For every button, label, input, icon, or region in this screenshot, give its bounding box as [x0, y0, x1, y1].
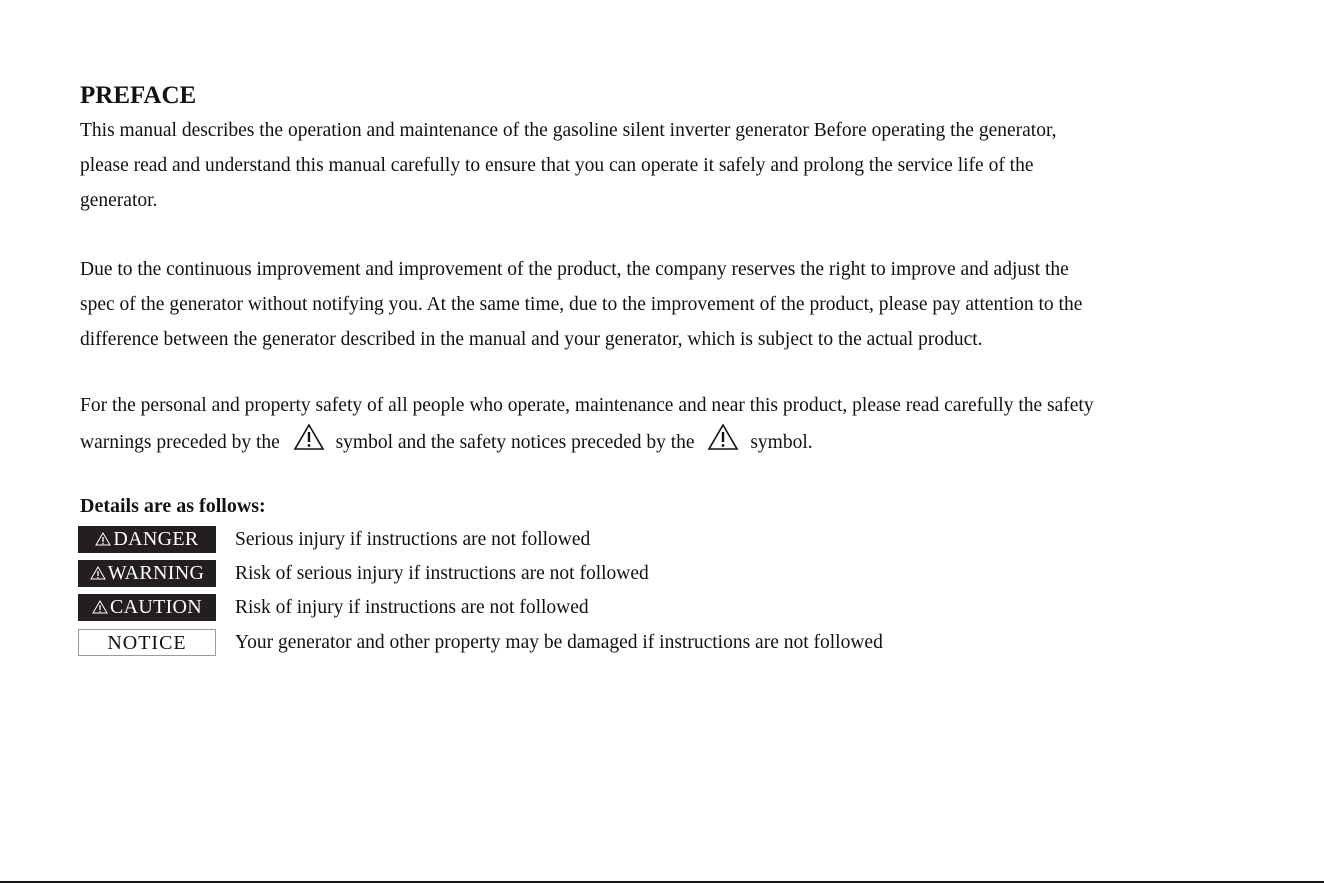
safety-line-2-part-1: warnings preceded by the: [80, 432, 280, 453]
page-title: PREFACE: [80, 82, 197, 109]
caution-badge: [78, 594, 216, 621]
legend-row-warning: [78, 560, 1278, 588]
warning-triangle-icon: [95, 532, 111, 546]
safety-line-2-part-2: symbol and the safety notices preceded by the: [335, 432, 695, 453]
improvement-line-3: difference between the generator described in the manual and your generator, which is subject to the actual product.: [80, 329, 983, 350]
warning-triangle-icon: [293, 423, 325, 451]
notice-description: Your generator and other property may be damaged if instructions are not followed: [235, 632, 883, 653]
danger-badge: [78, 526, 216, 553]
intro-line-3: generator.: [80, 190, 158, 211]
caution-badge-label: CAUTION: [109, 596, 203, 618]
notice-badge-label: NOTICE: [107, 632, 187, 654]
warning-triangle-icon: [90, 566, 106, 580]
legend-row-notice: [78, 629, 1278, 657]
notice-badge: [78, 629, 216, 656]
legend-row-danger: [78, 526, 1278, 554]
improvement-line-1: Due to the continuous improvement and improvement of the product, the company reserves the right to improve and adjust the: [80, 259, 1069, 280]
intro-paragraph: [80, 113, 1280, 218]
danger-badge-label: DANGER: [113, 528, 199, 550]
safety-line-1: For the personal and property safety of all people who operate, maintenance and near this product, please read carefully the safety: [80, 395, 1094, 416]
caution-description: Risk of injury if instructions are not followed: [235, 597, 589, 618]
safety-line-2-part-3: symbol.: [750, 432, 813, 453]
warning-description: Risk of serious injury if instructions are not followed: [235, 563, 649, 584]
safety-line-2: [80, 423, 1280, 460]
warning-badge-label: WARNING: [107, 562, 205, 584]
warning-badge: [78, 560, 216, 587]
legend-row-caution: [78, 594, 1278, 622]
danger-description: Serious injury if instructions are not followed: [235, 529, 591, 550]
details-heading: Details are as follows:: [80, 495, 266, 517]
improvement-paragraph: [80, 252, 1280, 357]
warning-triangle-icon: [92, 600, 108, 614]
intro-line-1: This manual describes the operation and maintenance of the gasoline silent inverter generator Before operating the generator,: [80, 120, 1057, 141]
warning-triangle-icon: [707, 423, 739, 451]
improvement-line-2: spec of the generator without notifying you. At the same time, due to the improvement of the product, please pay attention to the: [80, 294, 1083, 315]
safety-paragraph: [80, 388, 1280, 460]
intro-line-2: please read and understand this manual carefully to ensure that you can operate it safely and prolong the service life of the: [80, 155, 1034, 176]
